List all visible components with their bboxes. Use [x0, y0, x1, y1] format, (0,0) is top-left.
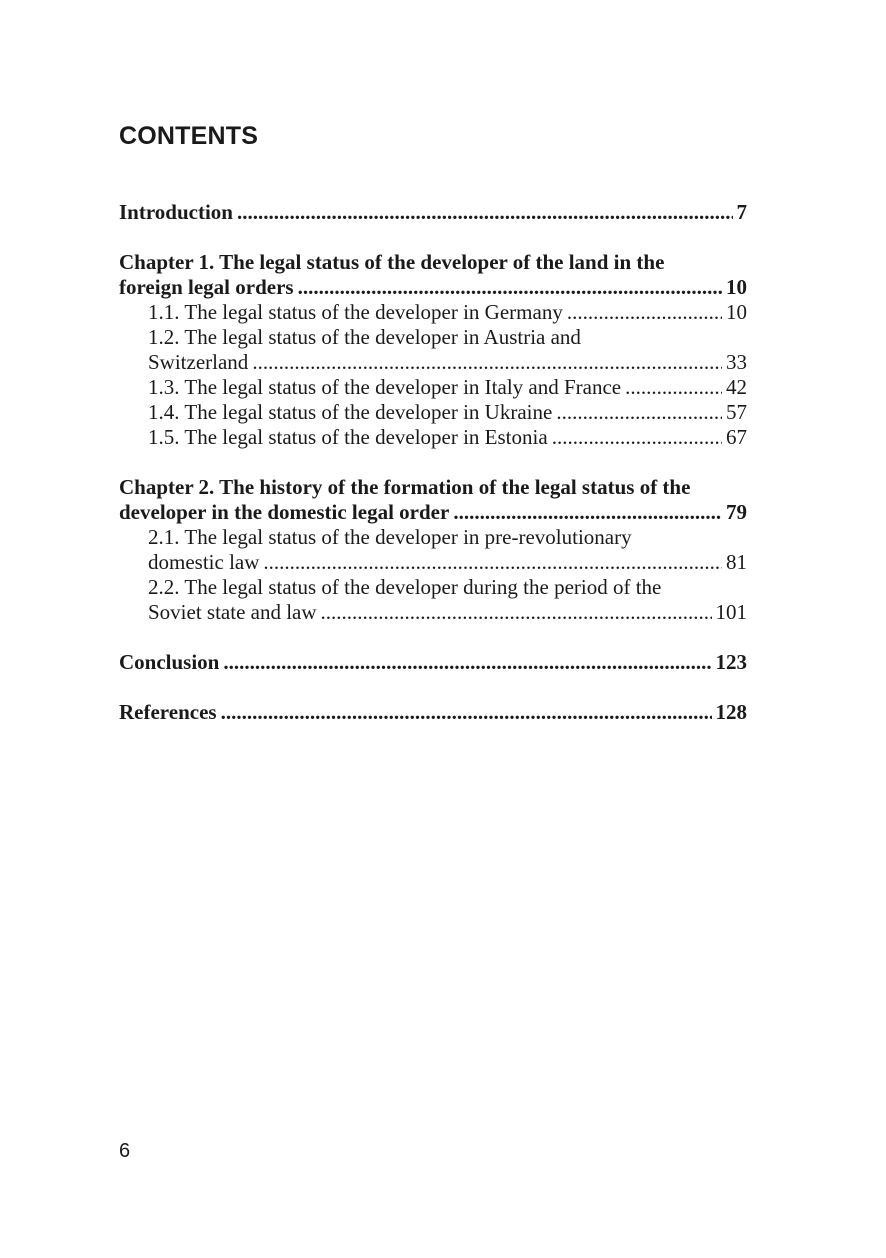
toc-entry-chapter-2[interactable] — [119, 475, 747, 525]
toc-entry-conclusion[interactable] — [119, 650, 747, 675]
toc-entry-label-continued: foreign legal orders — [119, 275, 294, 299]
toc-entry-section-1-1[interactable] — [119, 300, 747, 325]
toc-entry-section-1-5[interactable] — [119, 425, 747, 450]
toc-entry-label: 1.5. The legal status of the developer in Estonia — [148, 425, 548, 449]
dot-leader — [321, 600, 712, 625]
toc-entry-label-continued: domestic law — [148, 550, 260, 574]
toc-entry-introduction[interactable] — [119, 200, 747, 225]
toc-entry-page: 33 — [726, 350, 747, 374]
toc-entry-label-continued: Soviet state and law — [148, 600, 317, 624]
toc-entry-page: 101 — [715, 600, 747, 624]
page-title: CONTENTS — [119, 122, 259, 150]
toc-entry-label: 2.2. The legal status of the developer during the period of the — [148, 575, 662, 599]
toc-entry-label: 1.4. The legal status of the developer in Ukraine — [148, 400, 553, 424]
toc-entry-page: 57 — [726, 400, 747, 424]
dot-leader — [221, 700, 712, 725]
dot-leader — [223, 650, 711, 675]
dot-leader — [263, 550, 722, 575]
toc-entry-page: 10 — [726, 300, 747, 324]
dot-leader — [625, 375, 722, 400]
dot-leader — [298, 275, 722, 300]
toc-entry-section-1-2[interactable] — [119, 325, 747, 375]
toc-entry-label: 1.2. The legal status of the developer in Austria and — [148, 325, 581, 349]
toc-entry-section-2-1[interactable] — [119, 525, 747, 575]
dot-leader — [552, 425, 722, 450]
toc-entry-page: 7 — [736, 200, 747, 224]
toc-entry-page: 10 — [726, 275, 747, 299]
toc-entry-label: Chapter 1. The legal status of the developer of the land in the — [119, 250, 665, 274]
toc-entry-page: 42 — [726, 375, 747, 399]
dot-leader — [453, 500, 722, 525]
toc-entry-label: Chapter 2. The history of the formation of the legal status of the — [119, 475, 691, 499]
toc-entry-label: 1.1. The legal status of the developer in Germany — [148, 300, 563, 324]
toc-entry-page: 79 — [726, 500, 747, 524]
dot-leader — [567, 300, 722, 325]
toc-entry-section-2-2[interactable] — [119, 575, 747, 625]
toc-entry-page: 128 — [715, 700, 747, 724]
toc-entry-page: 123 — [715, 650, 747, 674]
toc-entry-section-1-3[interactable] — [119, 375, 747, 400]
table-of-contents — [119, 200, 747, 725]
toc-entry-references[interactable] — [119, 700, 747, 725]
toc-entry-label: References — [119, 700, 217, 724]
toc-entry-page: 81 — [726, 550, 747, 574]
toc-entry-label: 1.3. The legal status of the developer in Italy and France — [148, 375, 622, 399]
toc-entry-section-1-4[interactable] — [119, 400, 747, 425]
toc-entry-label-continued: developer in the domestic legal order — [119, 500, 450, 524]
toc-entry-page: 67 — [726, 425, 747, 449]
dot-leader — [237, 200, 733, 225]
dot-leader — [556, 400, 722, 425]
toc-entry-label-continued: Switzerland — [148, 350, 249, 374]
page-number: 6 — [119, 1140, 131, 1162]
toc-entry-chapter-1[interactable] — [119, 250, 747, 300]
toc-entry-label: Introduction — [119, 200, 233, 224]
dot-leader — [252, 350, 722, 375]
toc-entry-label: Conclusion — [119, 650, 220, 674]
toc-entry-label: 2.1. The legal status of the developer in pre-revolutionary — [148, 525, 632, 549]
